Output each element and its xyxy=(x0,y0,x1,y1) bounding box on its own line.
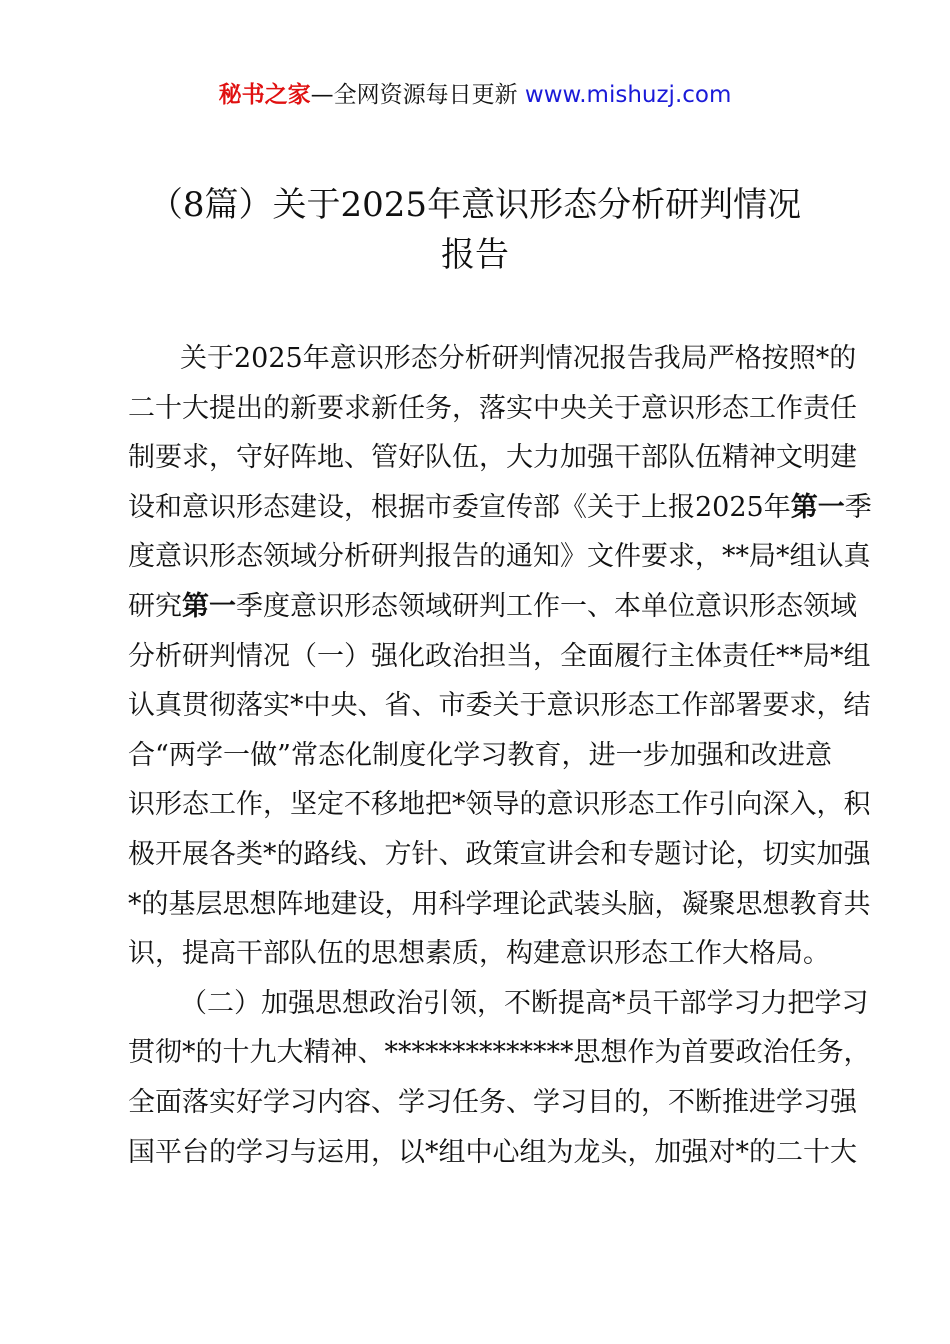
title-line-2: 报告 xyxy=(441,235,509,275)
body-line: 制要求，守好阵地、管好队伍，大力加强干部队伍精神文明建 xyxy=(128,442,857,474)
body-line: 极开展各类*的路线、方针、政策宣讲会和专题讨论，切实加强 xyxy=(128,838,871,870)
body-line xyxy=(128,582,857,632)
body-text-segment: 设和意识形态建设，根据市委宣传部《关于上报2025年 xyxy=(128,491,791,523)
header-slogan: —全网资源每日更新 xyxy=(310,82,525,108)
document-title xyxy=(120,180,830,280)
body-text-segment: 季度意识形态领域研判工作一、本单位意识形态领域 xyxy=(236,590,857,622)
bold-text: 第一 xyxy=(790,491,845,523)
document-body xyxy=(128,334,872,1177)
body-line: 国平台的学习与运用，以*组中心组为龙头，加强对*的二十大 xyxy=(128,1136,857,1168)
body-line: 度意识形态领域分析研判报告的通知》文件要求，**局*组认真 xyxy=(128,541,871,573)
body-line: 贯彻*的十九大精神、**************思想作为首要政治任务， xyxy=(128,1037,871,1069)
body-text-segment: 季 xyxy=(844,491,872,523)
site-header xyxy=(0,78,950,112)
body-line: 二十大提出的新要求新任务，落实中央关于意识形态工作责任 xyxy=(128,392,857,424)
body-line: 分析研判情况（一）强化政治担当，全面履行主体责任**局*组 xyxy=(128,640,871,672)
bold-text: 第一 xyxy=(182,590,236,622)
body-line: 识形态工作，坚定不移地把*领导的意识形态工作引向深入，积 xyxy=(128,789,871,821)
body-line: 识，提高干部队伍的思想素质，构建意识形态工作大格局。 xyxy=(128,938,830,970)
body-line: 合“两学一做”常态化制度化学习教育，进一步加强和改进意 xyxy=(128,739,832,771)
body-text-segment: 研究 xyxy=(128,590,182,622)
body-line xyxy=(128,483,872,533)
site-url-link[interactable]: www.mishuzj.com xyxy=(524,82,732,108)
body-line: 全面落实好学习内容、学习任务、学习目的，不断推进学习强 xyxy=(128,1086,857,1118)
body-line: （二）加强思想政治引领，不断提高*员干部学习力把学习 xyxy=(180,987,869,1019)
body-line: 关于2025年意识形态分析研判情况报告我局严格按照*的 xyxy=(180,343,857,374)
brand-name: 秘书之家 xyxy=(218,82,311,108)
body-line: *的基层思想阵地建设，用科学理论武装头脑，凝聚思想教育共 xyxy=(128,888,871,920)
title-line-1: （8篇）关于2025年意识形态分析研判情况 xyxy=(148,185,802,225)
body-line: 认真贯彻落实*中央、省、市委关于意识形态工作部署要求，结 xyxy=(128,690,871,722)
